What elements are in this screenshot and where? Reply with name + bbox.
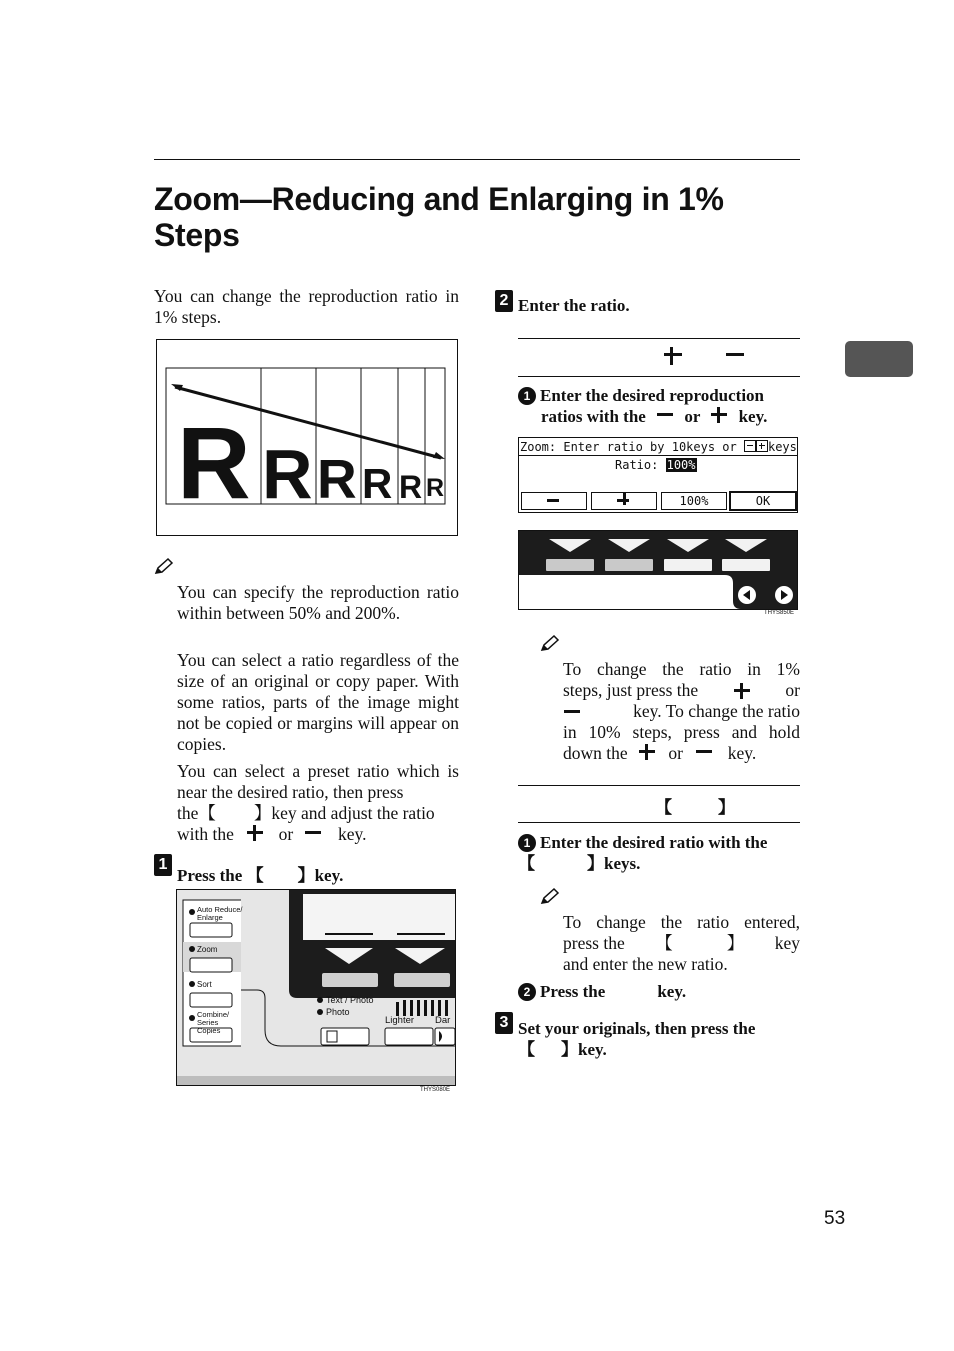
intro-text: You can change the reproduction ratio in 1% steps. (154, 286, 459, 327)
svg-text:R: R (399, 469, 423, 505)
control-panel-illustration (176, 889, 456, 1086)
substep-press-ok (518, 982, 686, 1002)
section-rule-4 (518, 822, 800, 823)
note3-line3: and enter the new ratio. (563, 954, 728, 974)
step-3-text (518, 1018, 800, 1060)
or-word: or (684, 407, 701, 426)
note-preset-the: the (177, 803, 199, 823)
note2-line5 (563, 743, 800, 764)
substep-1-text (518, 385, 800, 427)
left-bracket: 【 (246, 866, 264, 885)
figure-code-2: THYS850E (764, 610, 795, 616)
note2-down-the: down the (563, 743, 628, 763)
note-pencil-icon (154, 557, 174, 575)
left-bracket: 【 (198, 803, 216, 823)
section-rule-1 (518, 338, 800, 339)
combine-series-label: Combine/ Series Copies (197, 1010, 230, 1035)
lcd-display (518, 437, 798, 513)
key-word: key. (727, 743, 757, 763)
note-pencil-icon (540, 634, 560, 652)
substep-1-number: 1 (518, 387, 536, 405)
lcd-plus-button[interactable] (591, 492, 657, 510)
or-word: or (668, 743, 683, 763)
lcd-keys-word: keys (767, 440, 797, 454)
minus-icon (304, 824, 322, 842)
step-2-number: 2 (495, 290, 513, 312)
svg-text:R: R (177, 406, 251, 520)
svg-text:R: R (262, 435, 313, 513)
right-bracket: 】 (561, 1040, 578, 1059)
lcd-button-row (519, 491, 797, 512)
note2-key-change: key. To change the ratio (633, 701, 800, 721)
lcd-100-button[interactable]: 100% (661, 492, 727, 510)
left-bracket: 【 (518, 1040, 535, 1059)
selection-keys-illustration (518, 530, 798, 610)
right-bracket: 】 (718, 798, 735, 817)
step-1-number: 1 (154, 854, 172, 876)
key-word: key. (337, 824, 367, 844)
lcd-prompt: Zoom: Enter ratio by 10keys or (520, 440, 737, 454)
auto-reduce-enlarge-label: Auto Reduce/ Enlarge (197, 905, 243, 922)
left-bracket: 【 (655, 798, 672, 817)
lcd-minus-icon (744, 440, 756, 452)
note-preset-line3 (177, 824, 459, 845)
note-preset (177, 761, 459, 845)
note2-line3 (563, 701, 800, 722)
right-bracket: 】 (297, 866, 315, 885)
note2-line1: To change the ratio in 1% (563, 659, 800, 679)
minus-icon (725, 346, 745, 366)
reduction-illustration (156, 339, 458, 536)
figure-code-1: THYS080E (420, 1087, 451, 1093)
note2-line2 (563, 680, 800, 701)
text-photo-label: Text / Photo (326, 995, 374, 1005)
section-rule-3 (518, 785, 800, 786)
or-word: or (785, 680, 800, 700)
substep-2a-line2: keys. (604, 854, 641, 873)
plus-icon (733, 682, 751, 700)
right-bracket: 】 (253, 803, 272, 823)
step-3-line1: Set your originals, then press the (518, 1019, 756, 1038)
note-range: You can specify the reproduction ratio within between 50% and 200%. (177, 582, 459, 623)
page-number: 53 (824, 1208, 846, 1229)
lcd-plus-icon (756, 440, 768, 452)
substep-2b-press: Press the (540, 982, 606, 1001)
header-rule (154, 159, 800, 160)
svg-text:R: R (362, 460, 393, 507)
left-bracket: 【 (655, 933, 673, 953)
page-title (154, 181, 724, 253)
step-3-number: 3 (495, 1012, 513, 1034)
note2-line4: in 10% steps, press and hold (563, 722, 800, 742)
plus-icon (663, 346, 683, 366)
zoom-label: Zoom (197, 945, 218, 954)
key-word: key. (738, 407, 768, 426)
note-paper-size: You can select a ratio regardless of the size of an original or copy paper. With some ratios, parts of the image might not be copied or margins will appear on copies. (177, 650, 459, 754)
darker-label: Dar (435, 1015, 451, 1026)
minus-icon (546, 492, 560, 510)
substep-2b-number: 2 (518, 983, 536, 1001)
note3-key: key (774, 933, 800, 953)
or-word: or (278, 824, 294, 844)
minus-icon (656, 406, 674, 424)
plus-icon (616, 492, 630, 506)
note-with-the: with the (177, 824, 234, 844)
lcd-divider (519, 455, 797, 456)
lcd-ratio-row (615, 458, 697, 472)
plus-icon (246, 824, 264, 842)
section-heading-number-keys (655, 793, 735, 818)
substep-2b-key: key. (657, 982, 687, 1001)
plus-icon (638, 743, 656, 761)
note-change-ratio (563, 912, 800, 975)
svg-text:R: R (426, 474, 445, 502)
step-2-text: Enter the ratio. (518, 296, 630, 315)
lcd-ok-button[interactable]: OK (729, 491, 797, 511)
sort-label: Sort (197, 980, 212, 989)
right-bracket: 】 (587, 854, 604, 873)
substep-2a-number: 1 (518, 834, 536, 852)
svg-text:R: R (317, 448, 357, 510)
note-preset-rest: key and adjust the ratio (271, 803, 435, 823)
r-letters-graphic (157, 340, 457, 535)
note3-line2 (563, 933, 800, 954)
lcd-prompt-row (520, 440, 797, 454)
note3-line1: To change the ratio entered, (563, 912, 800, 932)
chapter-tab (845, 341, 913, 377)
note2-steps: steps, just press the (563, 680, 699, 700)
section-heading-plus-minus (663, 346, 745, 369)
lighter-label: Lighter (385, 1015, 415, 1026)
minus-icon (563, 703, 581, 721)
right-bracket: 】 (726, 933, 745, 953)
step-1-text (177, 861, 343, 886)
step-1-press: Press the (177, 866, 243, 885)
note-step-sizes (563, 659, 800, 764)
minus-icon (695, 743, 713, 761)
step-1-key: key. (314, 866, 344, 885)
note-preset-line1: You can select a preset ratio which is near the desired ratio, then press (177, 761, 459, 802)
left-bracket: 【 (518, 854, 535, 873)
title-line-2: Steps (154, 217, 240, 253)
substep-number-keys (518, 832, 800, 874)
note-pencil-icon (540, 887, 560, 905)
substep-1-ratios: ratios with the (541, 407, 646, 426)
lcd-ratio-label: Ratio: (615, 458, 659, 472)
title-line-1: Zoom—Reducing and Enlarging in 1% (154, 181, 724, 217)
key-bracket-group (655, 933, 744, 954)
selection-keys-graphic (519, 531, 797, 609)
photo-label: Photo (326, 1007, 350, 1017)
lcd-minus-button[interactable] (521, 492, 587, 510)
substep-2a-line1: Enter the desired ratio with the (540, 833, 768, 852)
note3-press-the: press the (563, 933, 625, 953)
step-3-key: key. (578, 1040, 607, 1059)
substep-1-line1: Enter the desired reproduction (540, 386, 764, 405)
note-preset-line2 (177, 803, 459, 824)
section-rule-2 (518, 376, 800, 377)
lcd-ratio-value: 100% (666, 458, 696, 472)
plus-icon (710, 406, 728, 424)
